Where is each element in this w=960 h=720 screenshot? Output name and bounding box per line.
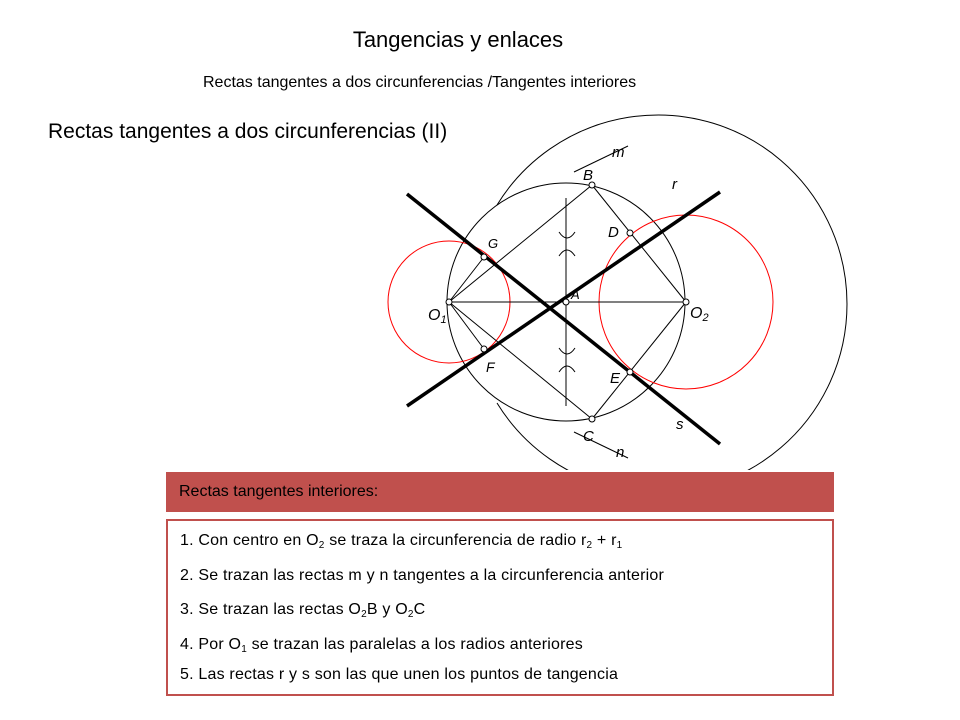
label-c: C [583,428,594,445]
circle-radius-sum [497,115,847,470]
steps-box [166,519,834,696]
slide-subtitle: Rectas tangentes a dos circunferencias /Tangentes interiores [203,74,637,91]
label-a: A [571,287,580,302]
arc-mark-lower-1 [559,348,575,354]
label-f: F [486,359,495,375]
step-3: 3. Se trazan las rectas $O_2B$ y $O_2C$ [180,601,426,620]
line-o2-c [592,302,686,419]
point-e [627,369,633,375]
point-a [563,299,569,305]
line-o1-g [449,257,484,302]
label-d: D [608,224,619,241]
label-b: B [583,167,594,184]
label-o2: O2 [690,305,709,324]
label-o1: O1 [428,307,447,326]
point-g [481,254,487,260]
point-c [589,416,595,422]
section-heading: Rectas tangentes a dos circunferencias (II) [48,120,448,143]
step-4: 4. Por $O_1$ se trazan las paralelas a los radios anteriores [180,636,583,655]
arc-mark-lower-2 [559,366,575,372]
tangent-line-r [407,192,720,406]
tangent-line-s [407,194,720,444]
arc-mark-upper-2 [559,250,575,256]
point-d [627,230,633,236]
step-2: 2. Se trazan las rectas m y n tangentes a la circunferencia anterior [180,567,665,584]
step-5: 5. Las rectas r y s son las que unen los puntos de tangencia [180,666,619,683]
label-s: s [676,416,684,433]
label-e: E [610,370,621,387]
point-f [481,346,487,352]
label-r: r [672,176,677,193]
slide-title: Tangencias y enlaces [352,27,564,52]
arc-mark-upper-1 [559,232,575,238]
label-n: n [616,444,625,461]
steps-header: Rectas tangentes interiores: [166,472,834,512]
line-o2-b [592,185,686,302]
point-o1 [446,299,452,305]
label-m: m [612,144,625,161]
point-o2 [683,299,689,305]
step-1: 1. Con centro en $O_2$ se traza la circunferencia de radio $r_2 + r_1$ [180,532,623,551]
label-g: G [488,236,499,251]
